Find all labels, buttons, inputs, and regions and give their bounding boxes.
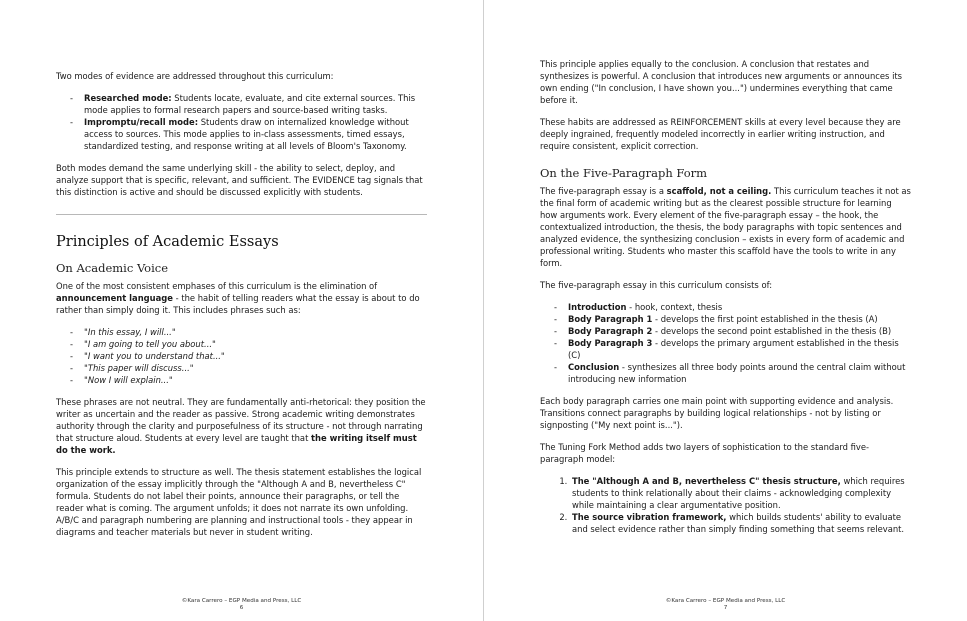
- principles-heading: Principles of Academic Essays: [56, 234, 279, 250]
- bold-run: scaffold, not a ceiling.: [666, 186, 772, 196]
- page-footer: [0, 598, 483, 612]
- list-item-text: which requires students to think relationally about their claims - acknowledging complexity while maintaining a clear argumentative position.: [572, 476, 905, 510]
- list-item-label: Body Paragraph 3: [568, 338, 653, 348]
- list-item-text: - develops the first point established in the thesis (A): [652, 314, 878, 324]
- section-divider: [56, 214, 427, 215]
- text-run: - the habit of telling readers what the essay is about to do rather than simply doing it. This includes phrases such as:: [56, 293, 420, 315]
- list-item-text: - hook, context, thesis: [626, 302, 723, 312]
- list-item: [84, 116, 427, 152]
- page-footer: [484, 598, 967, 612]
- page-7: [484, 0, 967, 621]
- text-run: One of the most consistent emphases of this curriculum is the elimination of: [56, 281, 378, 291]
- announcement-phrases-list: [56, 326, 427, 386]
- page-6: [0, 0, 483, 621]
- habits-paragraph: These habits are addressed as REINFORCEMENT skills at every level because they are deeply ingrained, frequently modeled incorrectly in earlier writing instruction, and require consistent, explicit correction.: [540, 117, 901, 151]
- list-item-label: Conclusion: [568, 362, 620, 372]
- footer-copyright: ©Kara Carrero – EGP Media and Press, LLC: [665, 598, 786, 604]
- phrase-text: "I am going to tell you about...": [84, 339, 216, 349]
- footer-copyright: ©Kara Carrero – EGP Media and Press, LLC: [181, 598, 302, 604]
- list-item: [568, 337, 911, 361]
- phrase-text: "Now I will explain...": [84, 375, 173, 385]
- five-paragraph-heading: On the Five-Paragraph Form: [540, 166, 708, 180]
- list-item-label: The "Although A and B, nevertheless C" thesis structure,: [572, 476, 841, 486]
- list-item-text: which builds students' ability to evaluate and select evidence rather than simply finding something that seems relevant.: [572, 512, 905, 534]
- list-item: [84, 338, 427, 350]
- list-item-label: The source vibration framework,: [572, 512, 727, 522]
- list-item: [568, 361, 911, 385]
- list-item: [84, 92, 427, 116]
- phrase-text: "This paper will discuss...": [84, 363, 194, 373]
- list-item-text: - develops the primary argument established in the thesis (C): [568, 338, 899, 360]
- five-paragraph-3: Each body paragraph carries one main point with supporting evidence and analysis. Transitions connect paragraphs by building logical relationships - not by listing or signposting ("My next point is...").: [540, 396, 894, 430]
- voice-paragraph-2: [56, 396, 427, 456]
- voice-paragraph-3: This principle extends to structure as well. The thesis statement establishes the logical organization of the essay implicitly through the "Although A and B, nevertheless C" formula. Students do not label their points, announce their paragraphs, or tell the reader what is coming. The argument unfolds; it does not narrate its own unfolding. A/B/C and paragraph numbering are planning and instructional tools - they appear in diagrams and teacher materials but never in student writing.: [56, 467, 422, 537]
- phrase-text: "I want you to understand that...": [84, 351, 225, 361]
- list-item: [84, 362, 427, 374]
- modes-intro-paragraph: Two modes of evidence are addressed throughout this curriculum:: [56, 71, 334, 81]
- list-item-label: Body Paragraph 1: [568, 314, 653, 324]
- evidence-modes-list: [56, 92, 427, 152]
- text-run: These phrases are not neutral. They are fundamentally anti-rhetorical: they position the writer as uncertain and the reader as passive. Strong academic writing demonstrates authority through the clarity and purposefulness of its structure - not through narrating that structure aloud. Students at every level are taught that: [56, 397, 426, 443]
- list-item-text: - develops the second point established in the thesis (B): [652, 326, 892, 336]
- five-paragraph-2: The five-paragraph essay in this curriculum consists of:: [540, 280, 773, 290]
- list-item-text: Students draw on internalized knowledge without access to sources. This mode applies to in-class assessments, timed essays, standardized testing, and response writing at all levels of Bloom's Taxonomy.: [84, 117, 409, 151]
- bold-run: the writing itself must do the work.: [56, 433, 417, 455]
- bold-run: announcement language: [56, 293, 173, 303]
- list-item-label: Body Paragraph 2: [568, 326, 653, 336]
- sophistication-layers-list: [540, 475, 911, 535]
- list-item-text: - synthesizes all three body points around the central claim without introducing new information: [568, 362, 906, 384]
- text-run: The five-paragraph essay is a: [540, 186, 667, 196]
- conclusion-paragraph: This principle applies equally to the conclusion. A conclusion that restates and synthesizes is powerful. A conclusion that introduces new arguments or announces its own ending ("In conclusion, I have shown you...") undermines everything that came before it.: [540, 59, 903, 105]
- voice-paragraph-1: [56, 280, 427, 316]
- list-item: [84, 374, 427, 386]
- phrase-text: "In this essay, I will...": [84, 327, 176, 337]
- essay-parts-list: [540, 301, 911, 385]
- list-item: [568, 325, 911, 337]
- list-item: [570, 475, 911, 511]
- page-number: 7: [723, 605, 728, 611]
- list-item-text: Students locate, evaluate, and cite external sources. This mode applies to formal research papers and source-based writing tasks.: [84, 93, 416, 115]
- list-item: [570, 511, 911, 535]
- list-item-label: Researched mode:: [84, 93, 172, 103]
- five-paragraph-1: [540, 185, 911, 269]
- list-item-label: Introduction: [568, 302, 627, 312]
- text-run: This curriculum teaches it not as the final form of academic writing but as the clearest possible structure for learning how arguments work. Every element of the five-paragraph essay – the hook, the contextualized introduction, the thesis, the body paragraphs with topic sentences and analyzed evidence, the synthesizing conclusion – exists in every form of academic and professional writing. Students who master this scaffold have the tools to write in any form.: [540, 186, 911, 268]
- list-item-label: Impromptu/recall mode:: [84, 117, 199, 127]
- page-number: 6: [239, 605, 244, 611]
- both-modes-paragraph: Both modes demand the same underlying skill - the ability to select, deploy, and analyze support that is specific, relevant, and sufficient. The EVIDENCE tag signals that this distinction is active and should be discussed explicitly with students.: [56, 163, 423, 197]
- five-paragraph-4: The Tuning Fork Method adds two layers of sophistication to the standard five-paragraph model:: [540, 442, 870, 464]
- list-item: [84, 350, 427, 362]
- academic-voice-heading: On Academic Voice: [56, 261, 169, 275]
- list-item: [568, 301, 911, 313]
- list-item: [84, 326, 427, 338]
- list-item: [568, 313, 911, 325]
